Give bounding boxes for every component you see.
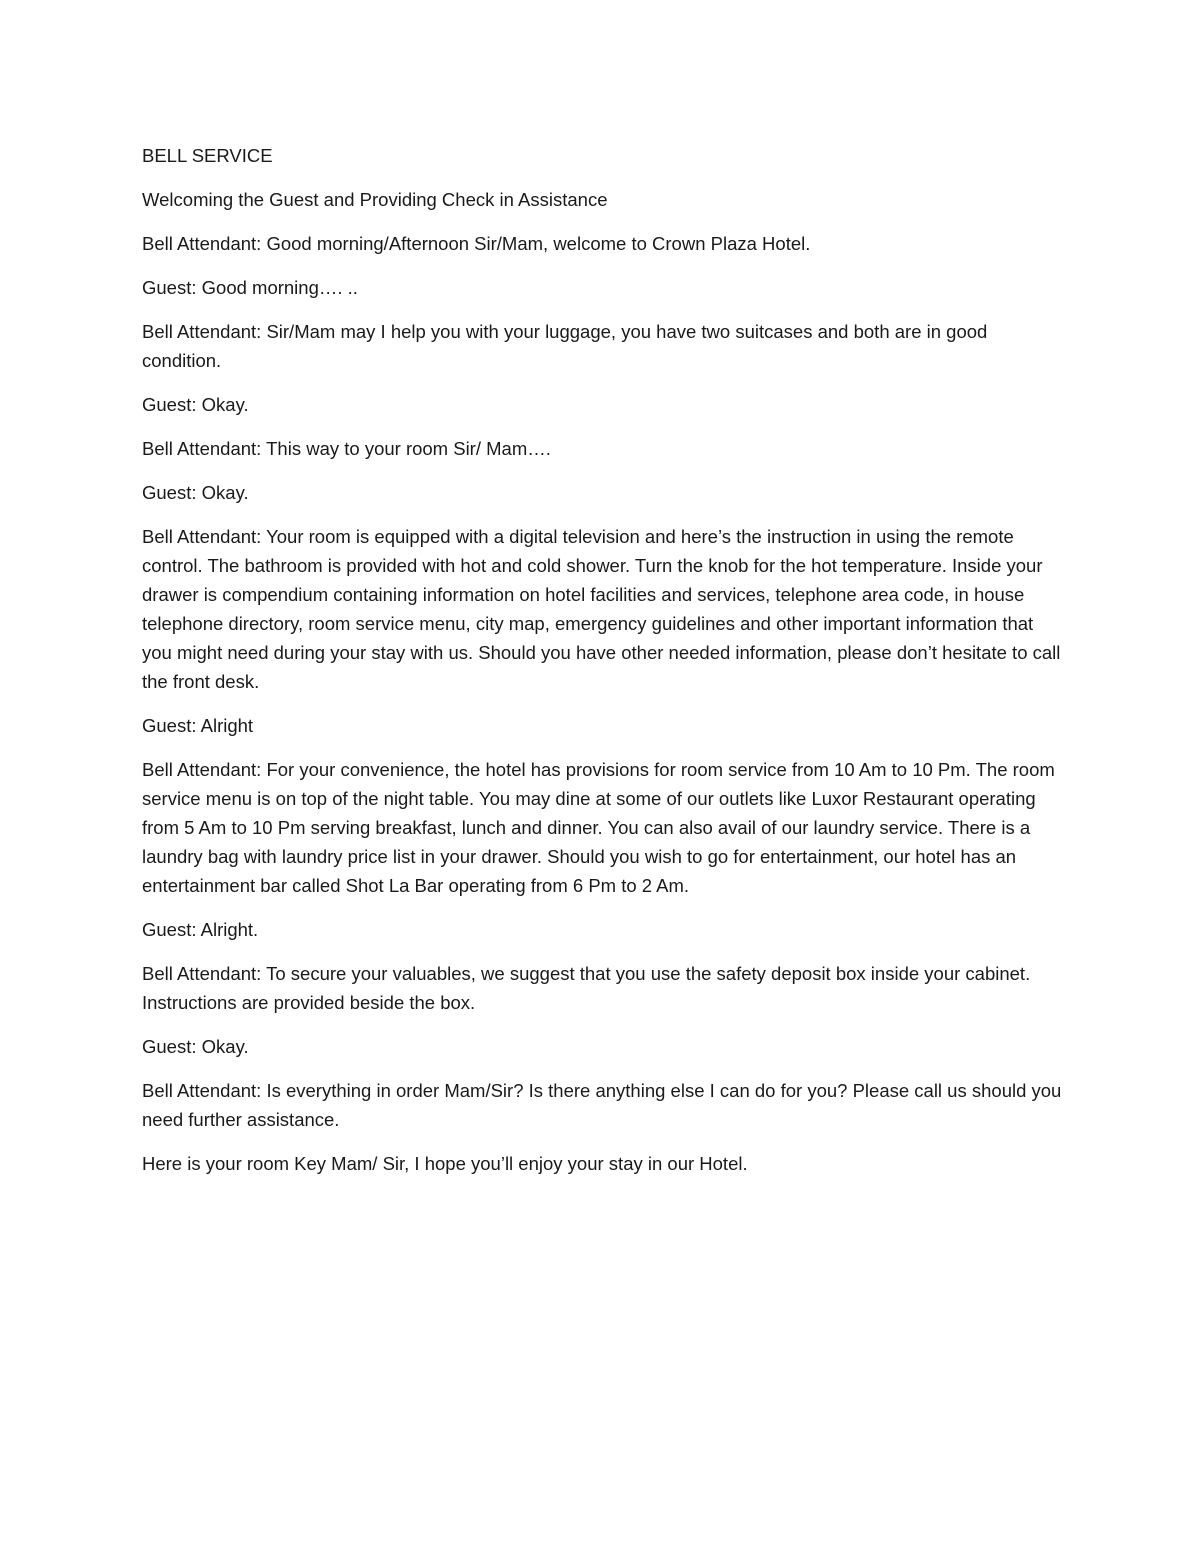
dialogue-line: Guest: Okay. [142,482,249,503]
document-title: BELL SERVICE [142,145,273,166]
dialogue-line: Here is your room Key Mam/ Sir, I hope you’ll enjoy your stay in our Hotel. [142,1153,748,1174]
dialogue-line: Bell Attendant: Good morning/Afternoon Sir/Mam, welcome to Crown Plaza Hotel. [142,233,811,254]
dialogue-line: Bell Attendant: Is everything in order Mam/Sir? Is there anything else I can do for you? Please call us should you need further assistance. [142,1080,1062,1130]
dialogue-line: Guest: Okay. [142,1036,249,1057]
dialogue-line: Guest: Alright. [142,919,259,940]
dialogue-line: Guest: Good morning…. .. [142,277,358,298]
dialogue-line: Guest: Okay. [142,394,249,415]
document-body [142,141,1062,1193]
dialogue-line: Bell Attendant: Sir/Mam may I help you with your luggage, you have two suitcases and both are in good condition. [142,321,988,371]
dialogue-line: Bell Attendant: To secure your valuables, we suggest that you use the safety deposit box inside your cabinet. Instructions are provided beside the box. [142,963,1031,1013]
dialogue-line: Bell Attendant: Your room is equipped with a digital television and here’s the instruction in using the remote control. The bathroom is provided with hot and cold shower. Turn the knob for the hot temperature. Inside your drawer is compendium containing information on hotel facilities and services, telephone area code, in house telephone directory, room service menu, city map, emergency guidelines and other important information that you might need during your stay with us. Should you have other needed information, please don’t hesitate to call the front desk. [142,526,1061,692]
document-subtitle: Welcoming the Guest and Providing Check in Assistance [142,189,608,210]
dialogue-line: Bell Attendant: For your convenience, the hotel has provisions for room service from 10 Am to 10 Pm. The room service menu is on top of the night table. You may dine at some of our outlets like Luxor Restaurant operating from 5 Am to 10 Pm serving breakfast, lunch and dinner. You can also avail of our laundry service. There is a laundry bag with laundry price list in your drawer. Should you wish to go for entertainment, our hotel has an entertainment bar called Shot La Bar operating from 6 Pm to 2 Am. [142,759,1055,896]
dialogue-line: Guest: Alright [142,715,254,736]
dialogue-line: Bell Attendant: This way to your room Sir/ Mam…. [142,438,551,459]
